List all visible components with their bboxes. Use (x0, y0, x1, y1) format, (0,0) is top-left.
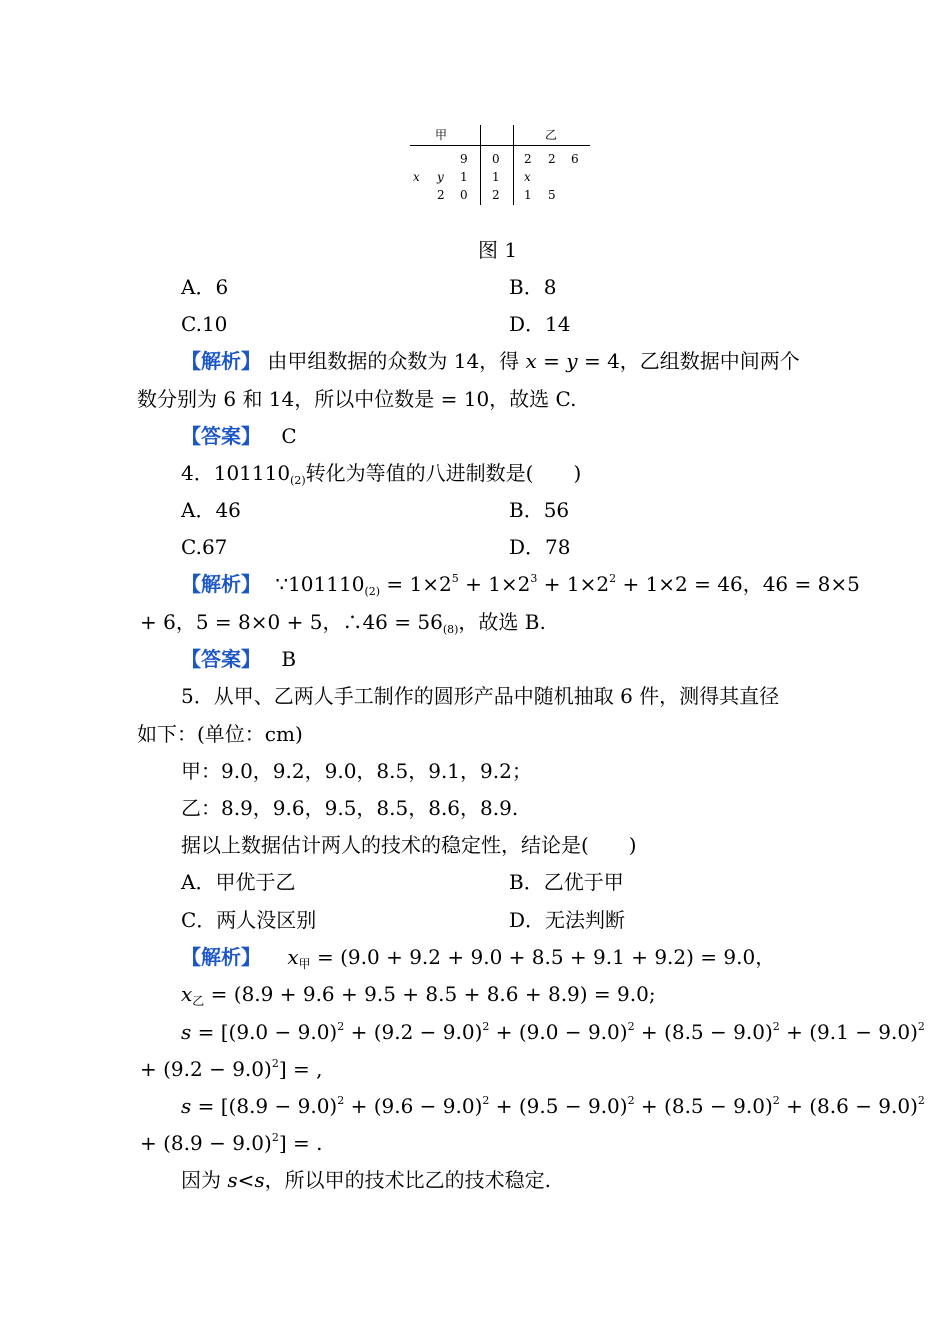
answer-label: 【答案】 (181, 424, 261, 448)
q5-data-jia: 甲：9.0，9.2，9.0，8.5，9.1，9.2； (181, 759, 532, 783)
q5-option-c: C．两人没区别 (181, 908, 317, 932)
figure-header-yi: 乙 (545, 128, 558, 142)
q5-analysis-mean-yi: $x_乙 = (8.9 + 9.6 + 9.5 + 8.5 + 8.6 + 8.9) = 9.0$; (181, 982, 656, 1008)
q5-analysis-mean-jia: 【解析】 $x_甲 = (9.0 + 9.2 + 9.0 + 8.5 + 9.1 + 9.2) = 9.0$， (181, 945, 776, 971)
q5-stem-line-2: 如下：(单位：cm) (137, 722, 303, 746)
q5-option-a: A．甲优于乙 (181, 870, 296, 894)
figure-leaf-right: 5 (548, 188, 556, 202)
q3-option-c: C.10 (181, 312, 228, 336)
q4-option-c: C.67 (181, 535, 228, 559)
analysis-label: 【解析】 (181, 945, 261, 969)
q5-variance-yi-line-2: + $(8.9 - 9.0)^2$] = . (140, 1131, 323, 1155)
figure-leaf-left: x (413, 170, 420, 184)
figure-left-divider (480, 125, 481, 205)
q5-option-d: D．无法判断 (509, 908, 626, 932)
figure-leaf-left: 0 (460, 188, 468, 202)
q4-option-b: B．56 (509, 498, 570, 522)
q3-option-d: D．14 (509, 312, 571, 336)
q4-answer: 【答案】 B (181, 647, 297, 671)
q4-analysis-line-1: 【解析】 $\because 101110_{(2)} = 1\times 2^5 + 1\times 2^3 + 1\times 2^2 + 1\times 2 = 46$，46 = 8×5 (181, 572, 860, 598)
q4-option-a: A．46 (181, 498, 241, 522)
q5-variance-jia-line-2: + $(9.2 - 9.0)^2$] = , (140, 1057, 323, 1081)
q3-analysis-line-1: 【解析】 由甲组数据的众数为 14，得 x = y = 4，乙组数据中间两个 (181, 349, 800, 373)
figure-header-jia: 甲 (435, 128, 448, 142)
figure-leaf-right: 2 (524, 152, 532, 166)
q5-option-b: B．乙优于甲 (509, 870, 624, 894)
q3-option-a: A．6 (181, 275, 229, 299)
q5-conclusion: 因为 s<s，所以甲的技术比乙的技术稳定. (181, 1168, 552, 1192)
figure-stem: 1 (492, 170, 500, 184)
figure-leaf-right: 1 (524, 188, 532, 202)
analysis-label: 【解析】 (181, 349, 261, 373)
figure-header-rule (410, 145, 590, 146)
figure-leaf-left: 2 (437, 188, 445, 202)
q5-variance-yi-line-1: $s = [(8.9 - 9.0)^2 + (9.6 - 9.0)^2 + (9.5 - 9.0)^2 + (8.5 - 9.0)^2 + (8.6 - 9.0)^2$ (181, 1094, 925, 1118)
q5-stem-line-1: 5．从甲、乙两人手工制作的圆形产品中随机抽取 6 件，测得其直径 (181, 684, 780, 708)
stem-leaf-figure (405, 125, 595, 210)
figure-stem: 2 (492, 188, 500, 202)
figure-leaf-left: 1 (460, 170, 468, 184)
figure-stem: 0 (492, 152, 500, 166)
q4-stem: 4．$101110_{(2)}$转化为等值的八进制数是( ) (181, 461, 582, 487)
figure-leaf-left: 9 (460, 152, 468, 166)
q4-analysis-line-2: + 6，5 = 8×0 + 5，∴46 = $56_{(8)}$，故选 B. (140, 610, 546, 636)
analysis-label: 【解析】 (181, 572, 261, 596)
answer-label: 【答案】 (181, 647, 261, 671)
q5-data-yi: 乙：8.9，9.6，9.5，8.5，8.6，8.9. (181, 796, 519, 820)
figure-right-divider (513, 125, 514, 205)
q5-variance-jia-line-1: $s = [(9.0 - 9.0)^2 + (9.2 - 9.0)^2 + (9.0 - 9.0)^2 + (8.5 - 9.0)^2 + (9.1 - 9.0)^2$ (181, 1020, 925, 1044)
figure-leaf-right: 6 (571, 152, 579, 166)
figure-caption: 图 1 (478, 238, 518, 262)
q3-answer: 【答案】 C (181, 424, 297, 448)
q3-analysis-line-2: 数分别为 6 和 14，所以中位数是 = 10，故选 C. (137, 387, 577, 411)
q5-question: 据以上数据估计两人的技术的稳定性，结论是( ) (181, 833, 637, 857)
figure-leaf-right: 2 (548, 152, 556, 166)
figure-leaf-right: x (524, 170, 531, 184)
q4-option-d: D．78 (509, 535, 571, 559)
figure-leaf-left: y (437, 170, 444, 184)
q3-option-b: B．8 (509, 275, 557, 299)
